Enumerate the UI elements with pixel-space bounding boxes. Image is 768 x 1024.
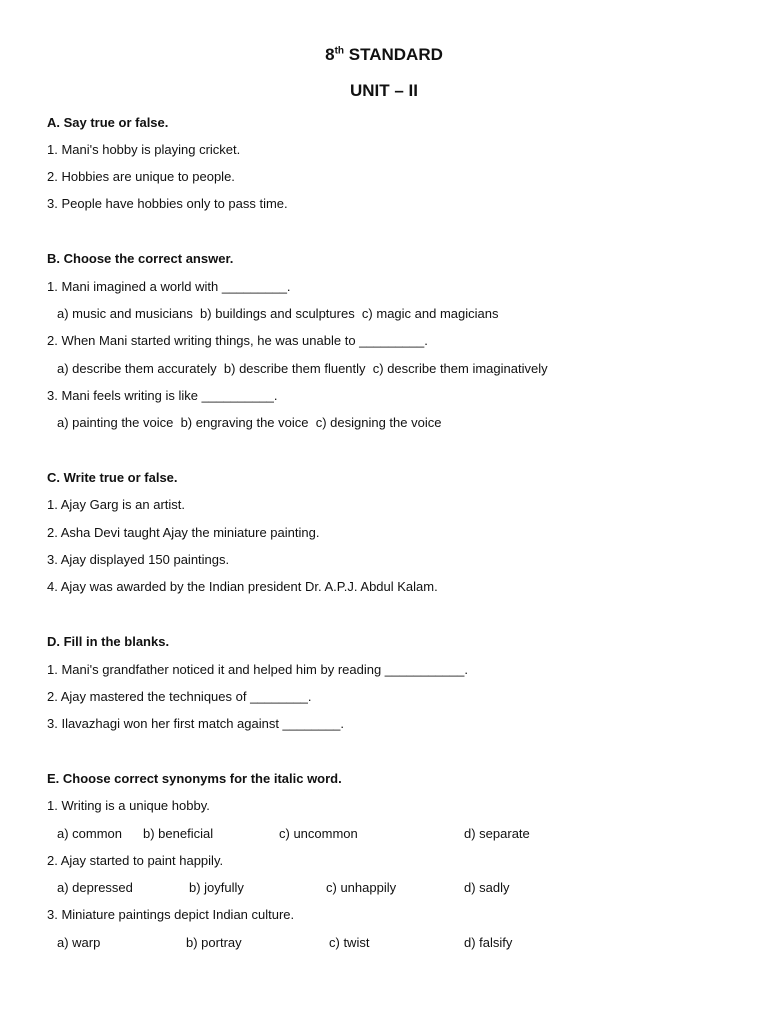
section-e-question: 3. Miniature paintings depict Indian culture. <box>47 907 295 922</box>
option-b: b) beneficial <box>143 826 214 841</box>
section-a-item: 2. Hobbies are unique to people. <box>47 169 235 184</box>
section-e-question: 1. Writing is a unique hobby. <box>47 798 210 813</box>
option-d: d) sadly <box>464 880 510 895</box>
section-b-question: 3. Mani feels writing is like __________. <box>47 388 278 403</box>
option-c: c) uncommon <box>279 826 358 841</box>
section-b-question: 2. When Mani started writing things, he was unable to _________. <box>47 333 428 348</box>
section-c-item: 1. Ajay Garg is an artist. <box>47 497 186 512</box>
section-d-heading: D. Fill in the blanks. <box>47 634 170 649</box>
section-d-item: 2. Ajay mastered the techniques of ________. <box>47 689 312 704</box>
section-e-heading: E. Choose correct synonyms for the italic word. <box>47 771 342 786</box>
section-a-item: 3. People have hobbies only to pass time. <box>47 196 288 211</box>
section-b-question: 1. Mani imagined a world with _________. <box>47 279 291 294</box>
grade-number: 8 <box>325 45 335 64</box>
grade-suffix: th <box>334 45 345 57</box>
section-b-options: a) describe them accurately b) describe them fluently c) describe them imaginatively <box>57 361 548 376</box>
unit-title: UNIT – II <box>349 81 418 100</box>
option-c: c) twist <box>329 935 370 950</box>
option-d: d) separate <box>464 826 530 841</box>
grade-label: STANDARD <box>344 45 443 64</box>
section-e-question: 2. Ajay started to paint happily. <box>47 853 224 868</box>
option-d: d) falsify <box>464 935 513 950</box>
section-c-item: 2. Asha Devi taught Ajay the miniature painting. <box>47 525 320 540</box>
section-a-item: 1. Mani's hobby is playing cricket. <box>47 142 241 157</box>
section-c-heading: C. Write true or false. <box>47 470 178 485</box>
page-title <box>0 44 768 66</box>
option-b: b) portray <box>186 935 242 950</box>
section-a-heading: A. Say true or false. <box>47 115 169 130</box>
section-b-heading: B. Choose the correct answer. <box>47 251 234 266</box>
section-b-options: a) music and musicians b) buildings and sculptures c) magic and magicians <box>57 306 499 321</box>
section-d-item: 3. Ilavazhagi won her first match against ________. <box>47 716 345 731</box>
option-b: b) joyfully <box>189 880 244 895</box>
option-a: a) warp <box>57 935 101 950</box>
section-c-item: 3. Ajay displayed 150 paintings. <box>47 552 230 567</box>
section-d-item: 1. Mani's grandfather noticed it and helped him by reading ___________. <box>47 662 468 677</box>
section-b-options: a) painting the voice b) engraving the voice c) designing the voice <box>57 415 442 430</box>
option-c: c) unhappily <box>326 880 397 895</box>
option-a: a) common <box>57 826 123 841</box>
section-c-item: 4. Ajay was awarded by the Indian president Dr. A.P.J. Abdul Kalam. <box>47 579 438 594</box>
option-a: a) depressed <box>57 880 133 895</box>
